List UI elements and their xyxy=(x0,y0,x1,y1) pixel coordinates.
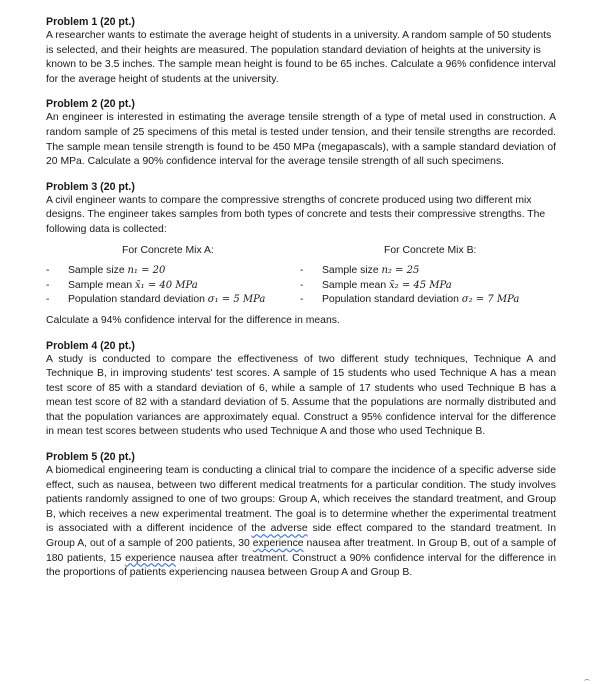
mix-b-sd-label: Population standard deviation xyxy=(322,294,462,306)
mix-b-size-label: Sample size xyxy=(322,265,382,277)
problem-3-calc: Calculate a 94% confidence interval for the difference in means. xyxy=(46,314,340,326)
problem-1-text: A researcher wants to estimate the average height of students in a university. A random sample of 50 students is selected, and their heights are measured. The population standard deviation of heights at the university is known to be 3.5 inches. The sample mean height is found to be 65 inches. Calculate a 96% confidence interval for the average height of students at the university. xyxy=(46,30,556,85)
mix-b-column xyxy=(300,244,554,308)
mix-a-mean xyxy=(46,279,300,294)
mix-a-size-label: Sample size xyxy=(68,265,128,277)
problem-5-title: Problem 5 (20 pt.) xyxy=(46,451,135,464)
problem-5 xyxy=(46,450,556,581)
mix-a-sd-value: σ₁ = 5 MPa xyxy=(207,294,266,306)
mix-b-list xyxy=(300,264,554,308)
problem-2-text: An engineer is interested in estimating the average tensile strength of a type of metal used in construction. A random sample of 25 specimens of this metal is tested under tension, and their tensile strengths are recorded. The sample mean tensile strength is found to be 450 MPa (megapascals), with a sample standard deviation of 20 MPa. Calculate a 90% confidence interval for the average tensile strength of all such specimens. xyxy=(46,112,556,168)
mix-a-list xyxy=(46,264,300,308)
mix-a-size xyxy=(46,264,300,279)
problem-3 xyxy=(46,180,556,329)
problem-5-text-part-1: A biomedical engineering team is conducting a clinical trial to compare the incidence of a specific adverse side effect, such as nausea, between two different medical treatments for a particular condition. The study involves patients randomly assigned to one of two groups: Group A, which receives the standard treatment, and Group B, which receives a new experimental treatment. The goal is to determine whether the experimental treatment is associated with a different incidence of xyxy=(46,465,556,535)
problem-1 xyxy=(46,15,556,87)
problem-5-text-part-4: nausea after treatment. Construct a 90% confidence interval for the difference in the proportions of patients experiencing nausea between Group A and Group B. xyxy=(46,552,556,579)
spellcheck-underline: experience xyxy=(252,538,304,550)
problem-2-title: Problem 2 (20 pt.) xyxy=(46,98,135,111)
mix-a-column xyxy=(46,244,300,308)
spellcheck-underline: the adverse xyxy=(251,523,308,535)
problem-4-title: Problem 4 (20 pt.) xyxy=(46,339,135,352)
mix-b-heading: For Concrete Mix B: xyxy=(384,244,477,256)
mix-a-sd xyxy=(46,293,300,308)
mix-a-heading: For Concrete Mix A: xyxy=(122,244,214,256)
problem-3-title: Problem 3 (20 pt.) xyxy=(46,180,135,193)
problem-5-text-part-2: side effect compared to the standard treatment. In Group A, out of a sample of 200 patients, 30 xyxy=(46,523,556,550)
problem-4 xyxy=(46,339,556,441)
mix-b-sd xyxy=(300,293,554,308)
mix-a-size-value: n₁ = 20 xyxy=(127,265,166,277)
mix-b-mean xyxy=(300,279,554,294)
mix-b-size-value: n₂ = 25 xyxy=(381,265,420,277)
concrete-mix-columns xyxy=(46,244,556,308)
problem-1-title: Problem 1 (20 pt.) xyxy=(46,16,135,28)
problem-5-text xyxy=(46,464,556,581)
mix-b-sd-value: σ₂ = 7 MPa xyxy=(461,294,520,306)
mix-a-mean-label: Sample mean xyxy=(68,279,135,291)
problem-2 xyxy=(46,97,556,169)
mix-b-mean-label: Sample mean xyxy=(322,279,389,291)
problem-3-text: A civil engineer wants to compare the compressive strengths of concrete produced using two different mix designs. The engineer takes samples from both types of concrete and tests their compressive strengths. The following data is collected: xyxy=(46,194,546,235)
mix-a-sd-label: Population standard deviation xyxy=(68,294,208,306)
mix-b-mean-value: x̄₂ = 45 MPa xyxy=(389,279,452,291)
mix-b-size xyxy=(300,264,554,279)
mix-a-mean-value: x̄₁ = 40 MPa xyxy=(135,279,198,291)
problem-5-text-part-3: nausea after treatment. In Group B, out of a sample of 180 patients, 15 xyxy=(46,538,557,564)
page-corner-mark xyxy=(584,679,590,684)
problem-4-text: A study is conducted to compare the effectiveness of two different study techniques, Technique A and Technique B, in improving students' test scores. A sample of 15 students who used Technique A has a mean test score of 85 with a standard deviation of 6, while a sample of 17 students who used Technique B has a mean test score of 82 with a standard deviation of 5. Assume that the populations are normally distributed and that the population variances are approximately equal. Construct a 95% confidence interval for the difference in mean test scores between students who used Technique A and those who used Technique B. xyxy=(46,353,556,438)
spellcheck-underline: experience xyxy=(125,552,176,564)
